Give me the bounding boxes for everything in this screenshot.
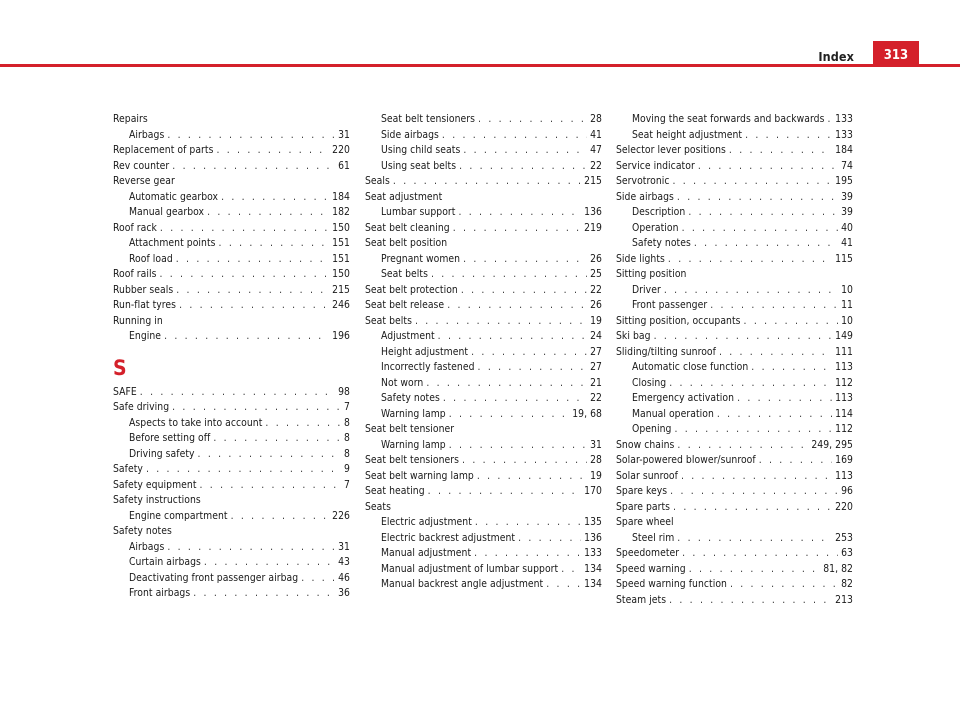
index-entry[interactable]: Rubber seals . . . 215 [113,283,350,299]
index-entry[interactable]: Spare parts . . . 220 [616,500,853,516]
header-rule [0,64,960,67]
index-entry[interactable]: Deactivating front passenger airbag . . . 46 [113,571,350,587]
index-entry[interactable]: Seat belts . . . 19 [365,314,602,330]
index-entry[interactable]: Seat belt tensioners . . . 28 [365,453,602,469]
index-entry[interactable]: Seat belts . . . 25 [365,267,602,283]
index-entry[interactable]: Warning lamp . . . 31 [365,438,602,454]
index-entry[interactable]: Front passenger . . . 11 [616,298,853,314]
index-entry[interactable]: Steel rim . . . 253 [616,531,853,547]
index-entry[interactable]: Seals . . . 215 [365,174,602,190]
index-entry[interactable]: Seat belt cleaning . . . 219 [365,221,602,237]
index-entry[interactable]: Driving safety . . . 8 [113,447,350,463]
index-entry[interactable]: Automatic gearbox . . . 184 [113,190,350,206]
index-entry[interactable]: Manual backrest angle adjustment . . . 134 [365,577,602,593]
index-entry[interactable]: Incorrectly fastened . . . 27 [365,360,602,376]
index-entry[interactable]: Airbags . . . 31 [113,540,350,556]
index-entry[interactable]: Speed warning . . . 81, 82 [616,562,853,578]
index-entry[interactable]: Safety notes . . . 22 [365,391,602,407]
index-entry[interactable]: Selector lever positions . . . 184 [616,143,853,159]
index-heading: Reverse gear [113,175,175,187]
page-number: 313 [873,41,919,67]
index-entry[interactable]: Roof load . . . 151 [113,252,350,268]
index-entry[interactable]: Seat heating . . . 170 [365,484,602,500]
index-heading: Safety notes [113,525,172,537]
index-entry[interactable]: Before setting off . . . 8 [113,431,350,447]
index-entry[interactable]: Manual adjustment of lumbar support . . . 134 [365,562,602,578]
index-entry[interactable]: Electric backrest adjustment . . . 136 [365,531,602,547]
index-entry[interactable]: Replacement of parts . . . 220 [113,143,350,159]
index-entry[interactable]: Warning lamp . . . 19, 68 [365,407,602,423]
index-entry[interactable]: Not worn . . . 21 [365,376,602,392]
index-entry[interactable]: Rev counter . . . 61 [113,159,350,175]
index-heading: Running in [113,314,163,327]
index-entry[interactable]: Aspects to take into account . . . 8 [113,416,350,432]
index-entry[interactable]: Seat height adjustment . . . 133 [616,128,853,144]
header-title: Index [818,49,854,64]
index-entry[interactable]: Airbags . . . 31 [113,128,350,144]
index-column-2 [365,112,602,593]
index-entry[interactable]: Seat belt warning lamp . . . 19 [365,469,602,485]
index-entry[interactable]: Height adjustment . . . 27 [365,345,602,361]
index-entry[interactable]: Roof rails . . . 150 [113,267,350,283]
index-entry[interactable]: Service indicator . . . 74 [616,159,853,175]
index-column-3 [616,112,853,608]
index-entry[interactable]: Roof rack . . . 150 [113,221,350,237]
index-entry[interactable]: Sliding/tilting sunroof . . . 111 [616,345,853,361]
index-entry[interactable]: Side lights . . . 115 [616,252,853,268]
index-entry[interactable]: Operation . . . 40 [616,221,853,237]
index-entry[interactable]: Driver . . . 10 [616,283,853,299]
index-entry[interactable]: Snow chains . . . 249, 295 [616,438,853,454]
index-entry[interactable]: Sitting position, occupants . . . 10 [616,314,853,330]
index-heading: Repairs [113,113,148,125]
index-entry[interactable]: Manual operation . . . 114 [616,407,853,423]
index-heading: Sitting position [616,268,687,280]
index-entry[interactable]: Opening . . . 112 [616,422,853,438]
index-column-1 [113,112,350,602]
index-entry[interactable]: Ski bag . . . 149 [616,329,853,345]
index-entry[interactable]: Front airbags . . . 36 [113,586,350,602]
index-entry[interactable]: Solar sunroof . . . 113 [616,469,853,485]
index-heading: Safety instructions [113,494,201,506]
index-entry[interactable]: Closing . . . 112 [616,376,853,392]
index-entry[interactable]: Speedometer . . . 63 [616,546,853,562]
index-entry[interactable]: Using seat belts . . . 22 [365,159,602,175]
index-entry[interactable]: Run-flat tyres . . . 246 [113,298,350,314]
index-entry[interactable]: Solar-powered blower/sunroof . . . 169 [616,453,853,469]
index-entry[interactable]: Engine compartment . . . 226 [113,509,350,525]
index-entry[interactable]: Speed warning function . . . 82 [616,577,853,593]
index-entry[interactable]: Description . . . 39 [616,205,853,221]
index-entry[interactable]: Manual adjustment . . . 133 [365,546,602,562]
index-entry[interactable]: Using child seats . . . 47 [365,143,602,159]
index-entry[interactable]: Pregnant women . . . 26 [365,252,602,268]
index-entry[interactable]: Side airbags . . . 39 [616,190,853,206]
index-entry[interactable]: Servotronic . . . 195 [616,174,853,190]
index-entry[interactable]: Spare keys . . . 96 [616,484,853,500]
index-entry[interactable]: SAFE . . . 98 [113,385,350,401]
index-entry[interactable]: Automatic close function . . . 113 [616,360,853,376]
index-heading: Seats [365,500,391,513]
index-entry[interactable]: Safe driving . . . 7 [113,400,350,416]
index-entry[interactable]: Seat belt release . . . 26 [365,298,602,314]
section-letter: S [113,355,127,380]
index-heading: Spare wheel [616,516,674,528]
index-entry[interactable]: Adjustment . . . 24 [365,329,602,345]
index-entry[interactable]: Steam jets . . . 213 [616,593,853,609]
index-entry[interactable]: Emergency activation . . . 113 [616,391,853,407]
index-entry[interactable]: Engine . . . 196 [113,329,350,345]
index-entry[interactable]: Electric adjustment . . . 135 [365,515,602,531]
index-heading: Seat belt position [365,237,448,249]
index-entry[interactable]: Seat belt protection . . . 22 [365,283,602,299]
index-entry[interactable]: Seat belt tensioners . . . 28 [365,112,602,128]
index-entry[interactable]: Safety notes . . . 41 [616,236,853,252]
index-entry[interactable]: Attachment points . . . 151 [113,236,350,252]
index-entry[interactable]: Side airbags . . . 41 [365,128,602,144]
index-entry[interactable]: Safety . . . 9 [113,462,350,478]
index-entry[interactable]: Curtain airbags . . . 43 [113,555,350,571]
index-entry[interactable]: Safety equipment . . . 7 [113,478,350,494]
index-heading: Seat belt tensioner [365,423,455,435]
index-heading: Seat adjustment [365,190,443,203]
index-entry[interactable]: Moving the seat forwards and backwards . . . 133 [616,112,853,128]
index-entry[interactable]: Lumbar support . . . 136 [365,205,602,221]
index-entry[interactable]: Manual gearbox . . . 182 [113,205,350,221]
